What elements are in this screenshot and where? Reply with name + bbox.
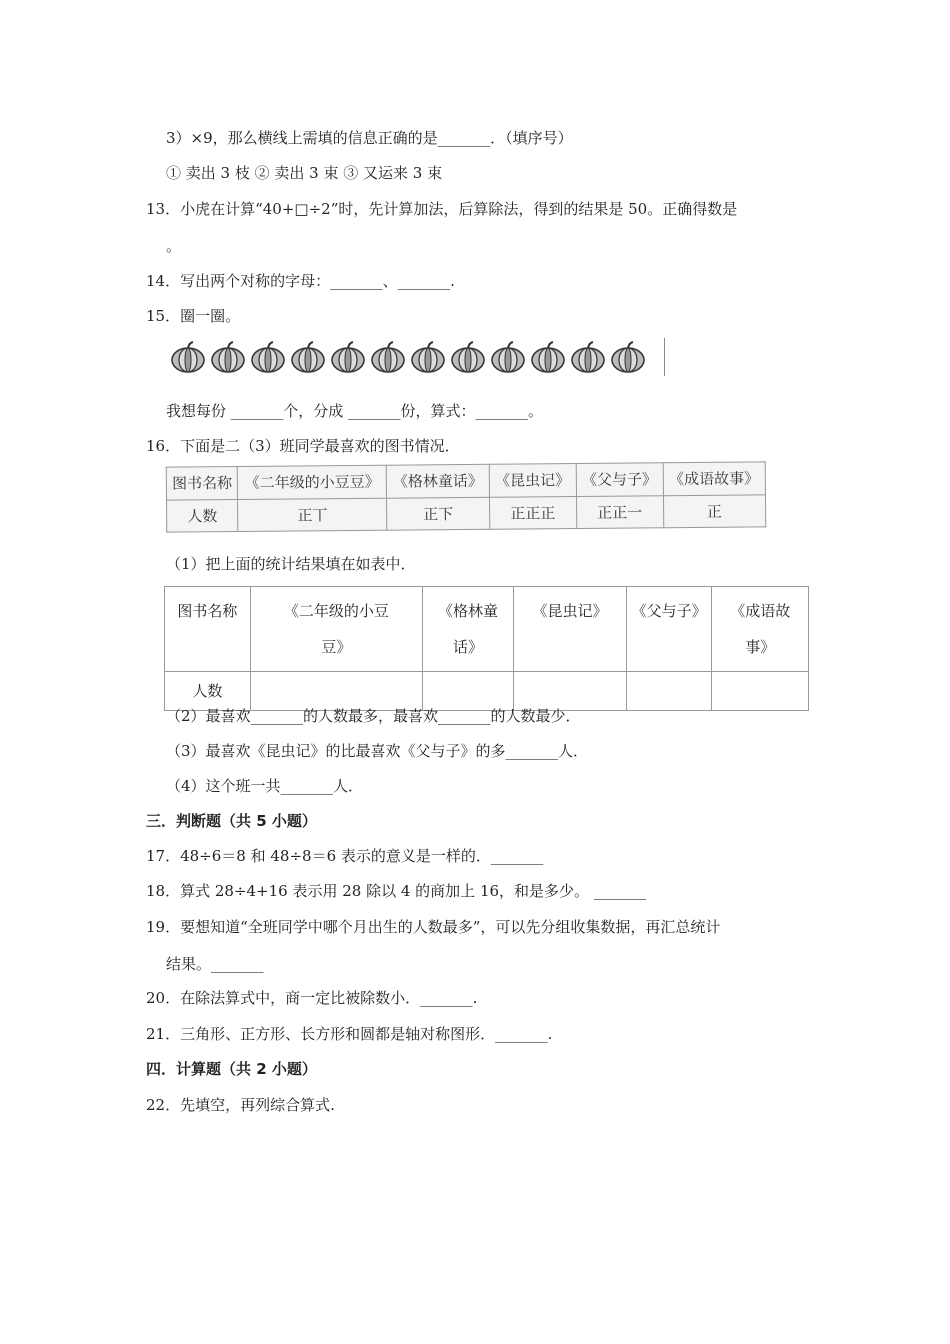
- fill-book: 《格林童 话》: [423, 587, 514, 672]
- photo-tally: 正下: [387, 497, 490, 530]
- photo-book: 《二年级的小豆豆》: [238, 465, 387, 499]
- fill-book: 《成语故 事》: [712, 587, 809, 672]
- q18: 18．算式 28÷4+16 表示用 28 除以 4 的商加上 16，和是多少。 _______: [146, 882, 647, 900]
- q17: 17．48÷6＝8 和 48÷8＝6 表示的意义是一样的．_______: [146, 847, 544, 865]
- q13-line2: 。: [166, 237, 182, 255]
- photo-book: 《成语故事》: [663, 462, 766, 495]
- q12-options: ① 卖出 3 枝 ② 卖出 3 束 ③ 又运来 3 束: [166, 164, 443, 182]
- photo-book: 《昆虫记》: [489, 464, 576, 497]
- pumpkin-icon: [410, 340, 446, 374]
- pumpkin-row: [166, 338, 665, 376]
- q12-line1: 3）×9，那么横线上需填的信息正确的是_______．（填序号）: [166, 129, 573, 147]
- pumpkin-icon: [370, 340, 406, 374]
- fill-book: 《父与子》: [626, 587, 712, 672]
- fill-in-table: [164, 586, 809, 711]
- section4-heading: 四．计算题（共 2 小题）: [146, 1060, 317, 1078]
- q16-sub4: （4）这个班一共_______人．: [166, 777, 364, 795]
- q22: 22．先填空，再列综合算式.: [146, 1096, 335, 1114]
- q21: 21．三角形、正方形、长方形和圆都是轴对称图形．_______.: [146, 1025, 553, 1043]
- q16-sub1: （1）把上面的统计结果填在如表中．: [166, 555, 416, 573]
- pumpkin-icon: [610, 340, 646, 374]
- tally-photo-table: [166, 461, 767, 532]
- fill-header-label: 图书名称: [165, 587, 251, 672]
- pumpkin-icon: [570, 340, 606, 374]
- fill-book: 《二年级的小豆 豆》: [250, 587, 422, 672]
- pumpkin-icon: [290, 340, 326, 374]
- q15-title: 15．圈一圈。: [146, 307, 241, 325]
- q13-line1: 13．小虎在计算“40+□÷2”时，先计算加法，后算除法，得到的结果是 50。正确得数是: [146, 200, 738, 218]
- pumpkin-icon: [250, 340, 286, 374]
- pumpkin-icon: [490, 340, 526, 374]
- photo-tally: 正丅: [238, 498, 387, 532]
- q16-title: 16．下面是二（3）班同学最喜欢的图书情况．: [146, 437, 460, 455]
- q15-prompt: 我想每份 _______个，分成 _______份，算式：_______。: [166, 402, 544, 420]
- fill-cell[interactable]: [712, 672, 809, 711]
- section3-heading: 三．判断题（共 5 小题）: [146, 812, 317, 830]
- photo-book: 《格林童话》: [387, 464, 490, 497]
- photo-book: 《父与子》: [576, 463, 663, 496]
- q14: 14．写出两个对称的字母：_______、_______.: [146, 272, 455, 290]
- pumpkin-icon: [330, 340, 366, 374]
- q20: 20．在除法算式中，商一定比被除数小．_______.: [146, 989, 478, 1007]
- pumpkin-icon: [450, 340, 486, 374]
- fill-cell[interactable]: [626, 672, 712, 711]
- q19-line2: 结果。_______: [166, 955, 264, 973]
- photo-tally: 正正正: [489, 496, 576, 529]
- photo-tally: 正正一: [576, 495, 663, 528]
- fill-row-label: 人数: [165, 672, 251, 711]
- pumpkin-icon: [170, 340, 206, 374]
- fill-book: 《昆虫记》: [514, 587, 627, 672]
- pumpkin-icon: [210, 340, 246, 374]
- pumpkin-icon: [530, 340, 566, 374]
- q19-line1: 19．要想知道“全班同学中哪个月出生的人数最多”，可以先分组收集数据，再汇总统计: [146, 918, 721, 936]
- photo-tally: 正: [663, 494, 766, 527]
- q16-sub3: （3）最喜欢《昆虫记》的比最喜欢《父与子》的多_______人．: [166, 742, 589, 760]
- q16-sub2: （2）最喜欢_______的人数最多，最喜欢_______的人数最少．: [166, 707, 581, 725]
- photo-row-label: 人数: [167, 499, 239, 532]
- photo-header-label: 图书名称: [166, 466, 238, 499]
